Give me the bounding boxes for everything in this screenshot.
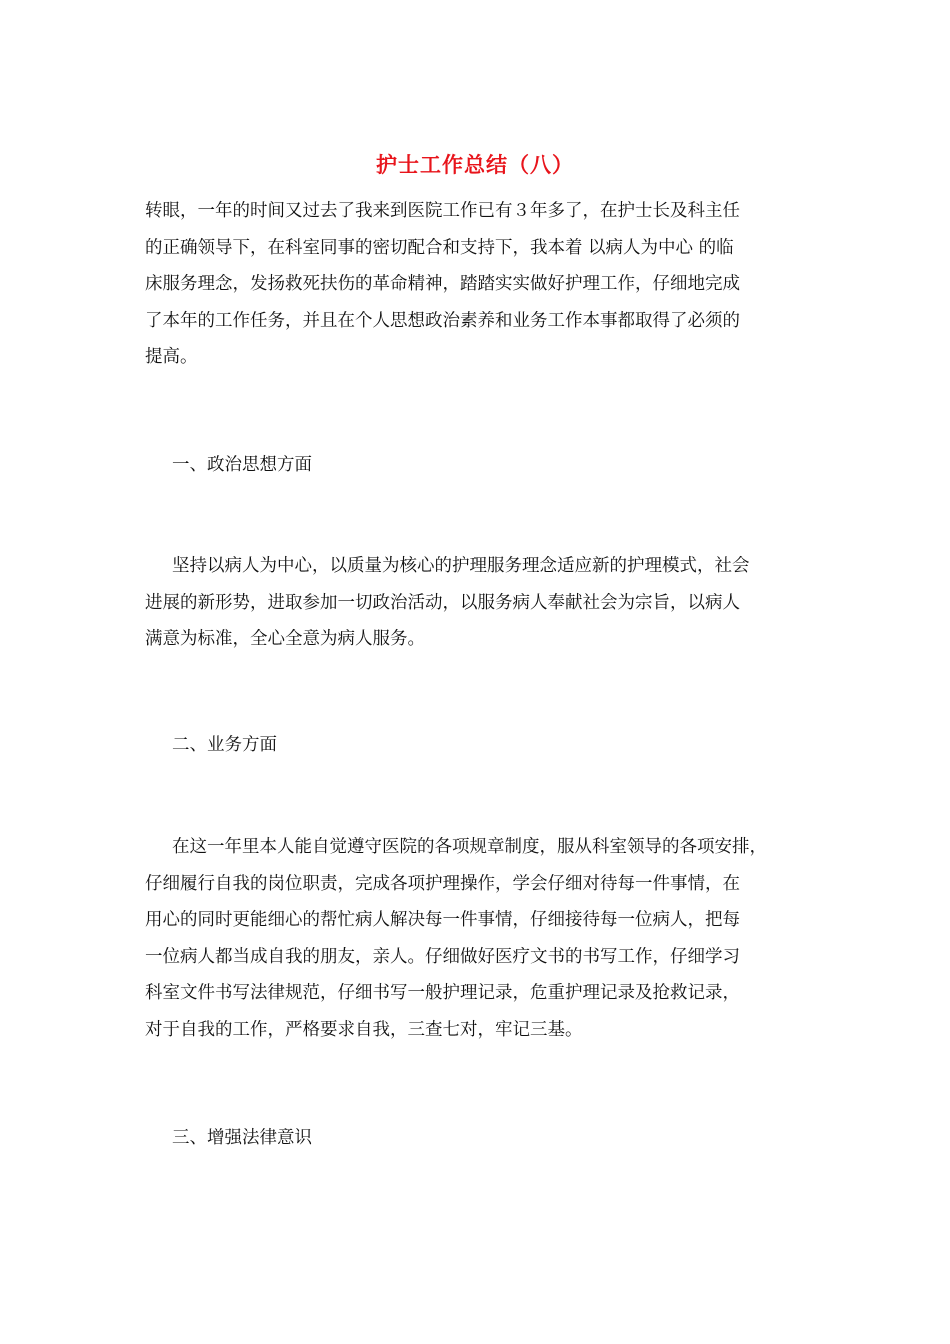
body-line: 科室文件书写法律规范，仔细书写一般护理记录，危重护理记录及抢救记录， bbox=[145, 983, 740, 1003]
section-body-business bbox=[145, 829, 835, 1048]
intro-line: 的正确领导下，在科室同事的密切配合和支持下，我本着 以病人为中心 的临 bbox=[145, 237, 734, 258]
body-line: 在这一年里本人能自觉遵守医院的各项规章制度，服从科室领导的各项安排， bbox=[172, 837, 767, 857]
body-line: 坚持以病人为中心，以质量为核心的护理服务理念适应新的护理模式，社会 bbox=[172, 556, 750, 576]
section-heading-law: 三、增强法律意识 bbox=[172, 1128, 312, 1148]
intro-line: 提高。 bbox=[145, 347, 198, 367]
body-line: 一位病人都当成自我的朋友，亲人。仔细做好医疗文书的书写工作，仔细学习 bbox=[145, 946, 740, 967]
body-line: 满意为标准，全心全意为病人服务。 bbox=[145, 629, 425, 649]
document-title: 护士工作总结（八） bbox=[376, 152, 574, 177]
intro-paragraph bbox=[145, 193, 835, 376]
section-heading-politics: 一、政治思想方面 bbox=[172, 455, 312, 475]
section-body-politics bbox=[145, 548, 835, 658]
body-line: 用心的同时更能细心的帮忙病人解决每一件事情，仔细接待每一位病人，把每 bbox=[145, 910, 740, 930]
body-line: 仔细履行自我的岗位职责，完成各项护理操作，学会仔细对待每一件事情，在 bbox=[145, 873, 740, 894]
section-heading-business: 二、业务方面 bbox=[172, 735, 277, 755]
intro-line: 转眼，一年的时间又过去了我来到医院工作已有３年多了，在护士长及科主任 bbox=[145, 201, 740, 221]
intro-line: 床服务理念，发扬救死扶伤的革命精神，踏踏实实做好护理工作，仔细地完成 bbox=[145, 274, 740, 294]
body-line: 进展的新形势，进取参加一切政治活动，以服务病人奉献社会为宗旨，以病人 bbox=[145, 592, 740, 613]
intro-line: 了本年的工作任务，并且在个人思想政治素养和业务工作本事都取得了必须的 bbox=[145, 310, 740, 331]
body-line: 对于自我的工作，严格要求自我，三查七对，牢记三基。 bbox=[145, 1019, 583, 1040]
